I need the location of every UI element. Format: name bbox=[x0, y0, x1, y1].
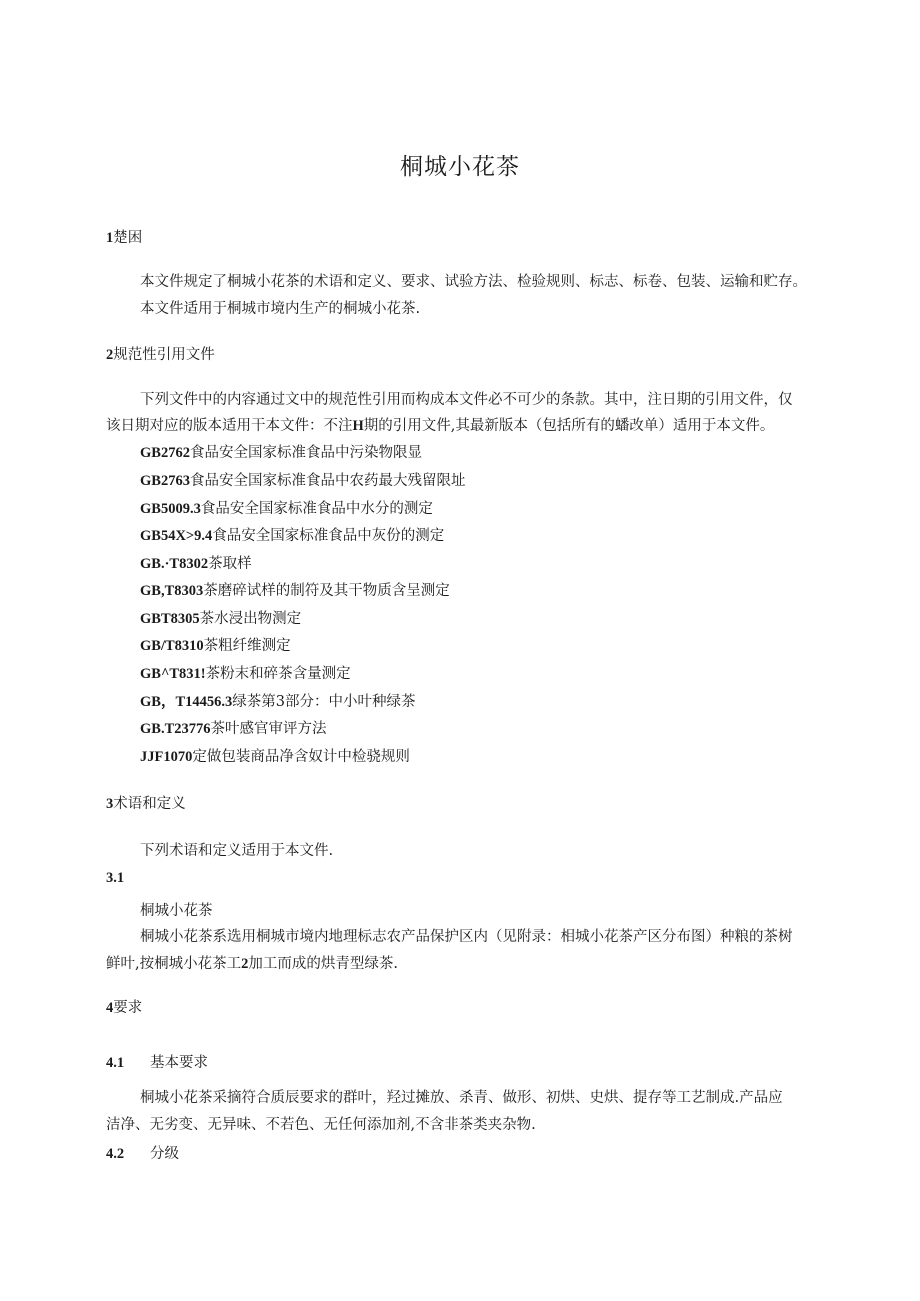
reference-item bbox=[140, 636, 291, 656]
text-fragment: H bbox=[352, 418, 364, 434]
reference-code: GB.·T8302 bbox=[140, 556, 209, 572]
section-title: 要求 bbox=[113, 1000, 143, 1016]
section-number: 3 bbox=[106, 796, 114, 812]
reference-item bbox=[140, 719, 327, 739]
reference-item bbox=[140, 526, 444, 546]
reference-text: 茶磨碎试样的制符及其干物质含呈测定 bbox=[203, 583, 450, 599]
reference-code: GB^T831! bbox=[140, 666, 206, 682]
section-number: 2 bbox=[106, 347, 114, 363]
reference-item bbox=[140, 471, 465, 491]
reference-text: 定做包装商品净含奴计中检骁规则 bbox=[192, 749, 410, 765]
paragraph-line bbox=[106, 416, 774, 436]
reference-text: 茶叶感官审评方法 bbox=[210, 721, 327, 737]
section-title: 规范性引用文件 bbox=[113, 347, 215, 363]
paragraph-line: 桐城小花茶采摘符合质辰要求的群叶，羟过摊放、杀青、做形、初烘、史烘、提存等工艺制成.产品应 bbox=[140, 1090, 783, 1106]
paragraph-line: 桐城小花茶系选用桐城市境内地理标志农产品保护区内（见附录：相城小花茶产区分布图）种粮的茶树 bbox=[140, 929, 793, 945]
reference-item bbox=[140, 443, 422, 463]
reference-code: GB/T8310 bbox=[140, 638, 204, 654]
paragraph-line bbox=[106, 954, 398, 974]
subsection-4-2-heading bbox=[106, 1144, 179, 1164]
text-fragment: 2 bbox=[241, 956, 249, 972]
reference-code: GB,T8303 bbox=[140, 583, 204, 599]
reference-code: GBT8305 bbox=[140, 611, 200, 627]
subsection-4-1-heading bbox=[106, 1053, 208, 1073]
paragraph-line: 本文件适用于桐城市境内生产的桐城小花茶. bbox=[140, 301, 421, 317]
subsection-title: 基本要求 bbox=[150, 1055, 208, 1071]
document-title: 桐城小花茶 bbox=[400, 154, 520, 180]
reference-text: 茶粗纤维测定 bbox=[203, 638, 291, 654]
reference-code: GB.T23776 bbox=[140, 721, 211, 737]
section-title: 术语和定义 bbox=[113, 796, 186, 812]
paragraph-line: 本文件规定了桐城小花茶的术语和定义、要求、试验方法、检验规则、标志、标卷、包装、运输和贮存。 bbox=[140, 274, 807, 290]
reference-code: GB54X>9.4 bbox=[140, 528, 213, 544]
reference-item bbox=[140, 581, 450, 601]
paragraph-line: 下列术语和定义适用于本文件. bbox=[140, 843, 334, 859]
reference-code: GB2763 bbox=[140, 473, 190, 489]
subsection-number: 4.2 bbox=[106, 1146, 125, 1162]
text-fragment: 鲜叶,按桐城小花茶工 bbox=[106, 956, 242, 972]
reference-text: 茶粉末和碎茶含量测定 bbox=[205, 666, 351, 682]
subsection-number: 4.1 bbox=[106, 1055, 125, 1071]
paragraph-line: 洁净、无劣变、无异味、不若色、无任何添加剂,不含非茶类夹杂物. bbox=[106, 1117, 536, 1133]
section-3-heading bbox=[106, 794, 186, 814]
section-1-heading bbox=[106, 228, 142, 248]
reference-text: 食品安全国家标准食品中水分的测定 bbox=[200, 501, 433, 517]
section-number: 1 bbox=[106, 230, 114, 246]
reference-code: GB，T14456.3 bbox=[140, 694, 233, 710]
reference-item bbox=[140, 609, 301, 629]
section-title: 楚困 bbox=[113, 230, 143, 246]
paragraph-line: 下列文件中的内容通过文中的规范性引用而构成本文件必不可少的条款。其中，注日期的引用文件，仅 bbox=[140, 392, 793, 408]
reference-item bbox=[140, 664, 351, 684]
reference-text: 茶取样 bbox=[208, 556, 252, 572]
reference-text: 绿茶第3部分：中小叶种绿茶 bbox=[232, 694, 416, 710]
reference-item bbox=[140, 499, 433, 519]
reference-code: GB5009.3 bbox=[140, 501, 201, 517]
reference-item bbox=[140, 747, 410, 767]
term-number-text: 3.1 bbox=[106, 870, 125, 886]
reference-text: 食品安全国家标准食品中灰份的测定 bbox=[212, 528, 445, 544]
subsection-title: 分级 bbox=[150, 1146, 179, 1162]
reference-item bbox=[140, 554, 252, 574]
section-2-heading bbox=[106, 345, 215, 365]
text-fragment: 加工而成的烘青型绿茶. bbox=[248, 956, 398, 972]
reference-item bbox=[140, 692, 415, 712]
text-fragment: 期的引用文件,其最新版本（包括所有的蟠改单）适用于本文件。 bbox=[363, 418, 775, 434]
term-name: 桐城小花茶 bbox=[140, 903, 213, 919]
reference-text: 食品安全国家标准食品中污染物限显 bbox=[189, 445, 422, 461]
section-4-heading bbox=[106, 998, 142, 1018]
text-fragment: 该日期对应的版本适用干本文件：不注 bbox=[106, 418, 353, 434]
reference-text: 食品安全国家标准食品中农药最大残留限址 bbox=[189, 473, 466, 489]
reference-code: JJF1070 bbox=[140, 749, 193, 765]
reference-code: GB2762 bbox=[140, 445, 190, 461]
section-number: 4 bbox=[106, 1000, 114, 1016]
reference-text: 茶水浸出物测定 bbox=[199, 611, 302, 627]
term-number bbox=[106, 868, 150, 888]
